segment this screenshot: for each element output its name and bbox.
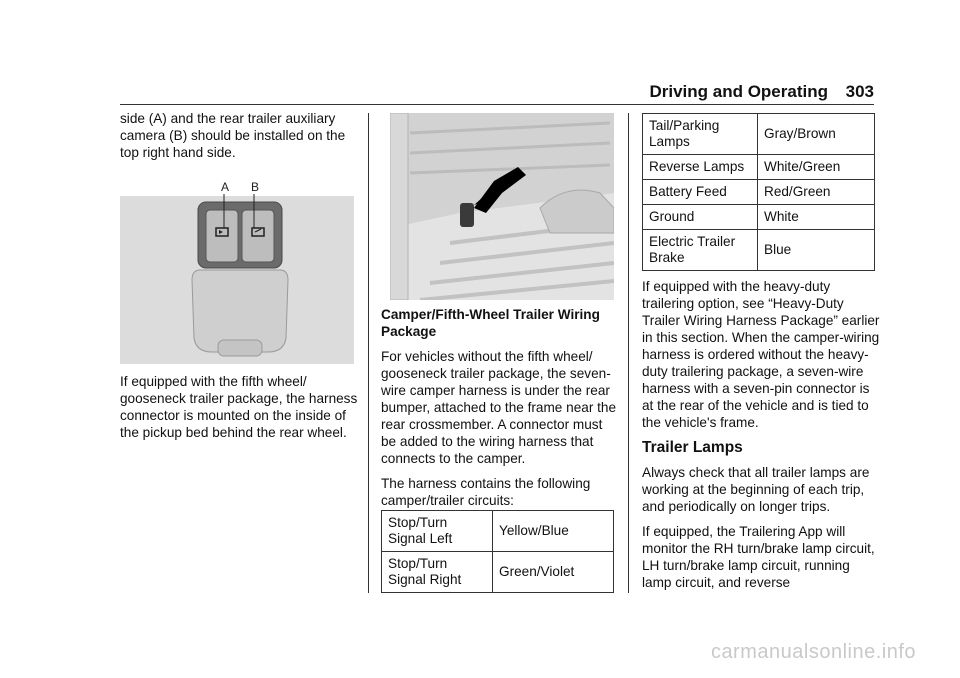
- table-cell: Green/Violet: [493, 552, 614, 593]
- paragraph: side (A) and the rear trailer auxiliary camera (B) should be installed on the top right hand side.: [120, 111, 346, 160]
- column-divider: [628, 113, 629, 593]
- paragraph: If equipped, the Trailering App will monitor the RH turn/brake lamp circuit, LH turn/brake lamp circuit, running lamp circuit, and reverse: [642, 524, 875, 590]
- paragraph: If equipped with the fifth wheel/ gooseneck trailer package, the harness connector is mounted on the inside of the pickup bed behind the rear wheel.: [120, 374, 358, 440]
- table-row: [643, 155, 875, 180]
- table-row: [643, 205, 875, 230]
- table-row: [643, 230, 875, 271]
- page-number: 303: [845, 82, 874, 101]
- table-cell: Stop/Turn Signal Right: [382, 552, 493, 593]
- table-cell: Tail/Parking Lamps: [643, 114, 758, 155]
- paragraph: Always check that all trailer lamps are working at the beginning of each trip, and periodically on longer trips.: [642, 465, 870, 514]
- paragraph: If equipped with the heavy-duty trailering option, see “Heavy-Duty Trailer Wiring Harness Package” earlier in this section. When the camper-wiring harness is ordered without the heavy-duty trailering package, a seven-wire harness with a seven-pin connector is at the rear of the vehicle and is tied to the vehicle's frame.: [642, 279, 880, 430]
- table-cell: Electric Trailer Brake: [643, 230, 758, 271]
- watermark: carmanualsonline.info: [710, 641, 916, 663]
- pickup-bed-figure: [390, 113, 614, 300]
- table-cell: Battery Feed: [643, 180, 758, 205]
- figure-label-b: B: [251, 180, 260, 194]
- column-2: [381, 306, 619, 517]
- circuit-table: [381, 510, 614, 593]
- column-divider: [368, 113, 369, 593]
- section-title: Driving and Operating: [649, 82, 828, 101]
- table-cell: Blue: [758, 230, 875, 271]
- table-row: [382, 511, 614, 552]
- section-heading: Trailer Lamps: [642, 439, 743, 456]
- table-row: [643, 114, 875, 155]
- column-3: [642, 278, 880, 599]
- paragraph: For vehicles without the fifth wheel/ gooseneck trailer package, the seven-wire camper harness is under the rear bumper, attached to the frame near the rear crossmember. A connector must be added to the wiring harness that connects to the camper.: [381, 349, 617, 466]
- column-1: [120, 110, 360, 169]
- table-row: [643, 180, 875, 205]
- table-cell: Gray/Brown: [758, 114, 875, 155]
- table-cell: Ground: [643, 205, 758, 230]
- paragraph: The harness contains the following camper/trailer circuits:: [381, 476, 591, 508]
- header-rule: [120, 104, 874, 105]
- circuit-table: [642, 113, 875, 271]
- table-cell: Reverse Lamps: [643, 155, 758, 180]
- table-cell: Red/Green: [758, 180, 875, 205]
- table-cell: White/Green: [758, 155, 875, 180]
- table-cell: White: [758, 205, 875, 230]
- figure-label-a: A: [221, 180, 230, 194]
- table-cell: Stop/Turn Signal Left: [382, 511, 493, 552]
- page-header: [0, 82, 960, 104]
- camera-switch-figure: [120, 180, 354, 364]
- section-heading: Camper/Fifth-Wheel Trailer Wiring Package: [381, 307, 600, 339]
- table-cell: Yellow/Blue: [493, 511, 614, 552]
- table-row: [382, 552, 614, 593]
- column-1-lower: [120, 373, 360, 449]
